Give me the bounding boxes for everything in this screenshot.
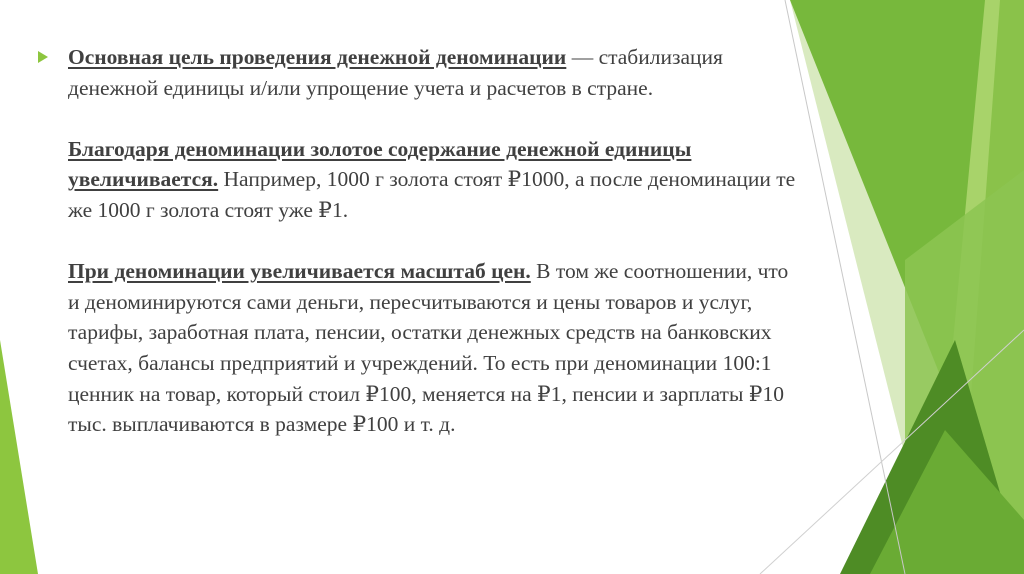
paragraph-text: Например, 1000 г золота стоят ₽1000, а после деноминации те же 1000 г золота стоят уже ₽1. [68, 167, 796, 222]
triangle-bullet-icon [38, 51, 48, 63]
paragraph-gold-content [68, 134, 798, 226]
bullet-item [38, 42, 798, 134]
paragraph-goal [68, 42, 798, 103]
slide-content [38, 42, 798, 470]
paragraph-text: — стабилизация денежной единицы и/или упрощение учета и расчетов в стране. [68, 45, 723, 100]
paragraph-text: В том же соотношении, что и деноминируются сами деньги, пересчитываются и цены товаров и услуг, тарифы, заработная плата, пенсии, остатки денежных средств на банковских счетах, балансы предприятий и учреждений. То есть при деноминации 100:1 ценник на товар, который стоил ₽100, меняется на ₽1, пенсии и зарплаты ₽10 тыс. выплачиваются в размере ₽100 и т. д. [68, 259, 789, 437]
paragraph-heading: Благодаря деноминации золотое содержание денежной единицы увеличивается. [68, 136, 692, 192]
paragraph-heading: При деноминации увеличивается масштаб цен. [68, 259, 531, 284]
paragraph-heading: Основная цель проведения денежной деноминации [68, 45, 567, 69]
paragraph-price-scale [68, 256, 798, 440]
left-accent-shape [0, 340, 38, 574]
